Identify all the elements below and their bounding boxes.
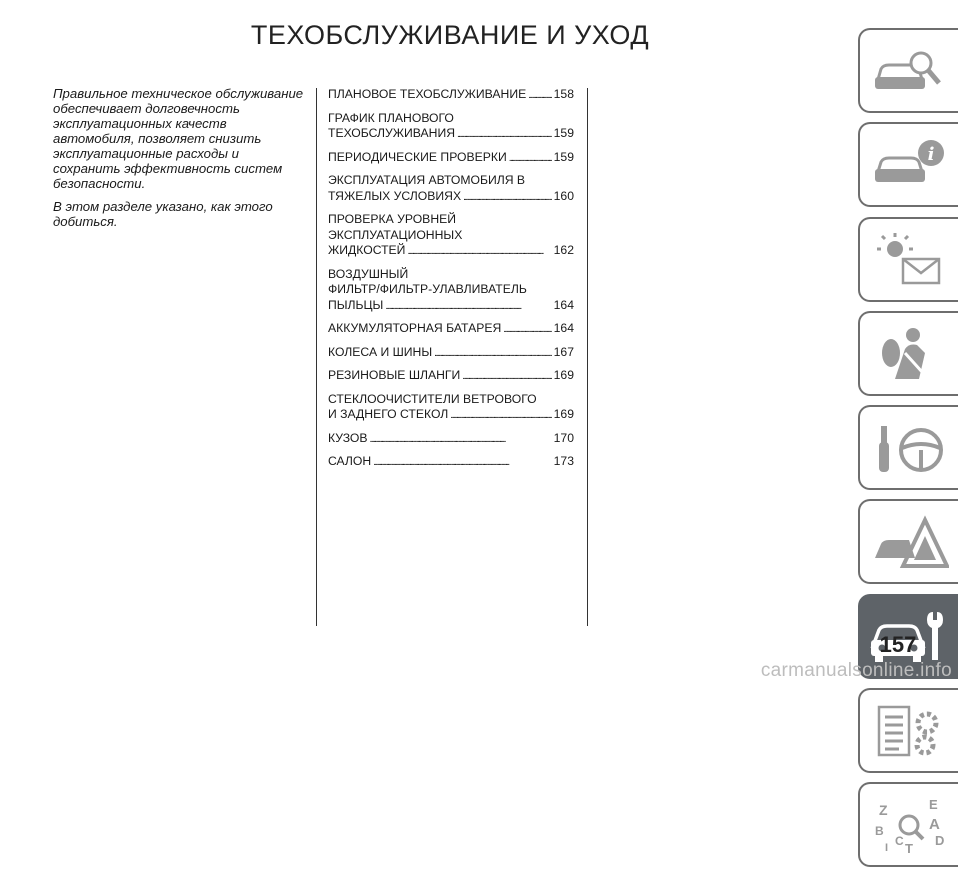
toc-page-number: 159 <box>553 126 574 140</box>
alphabet-index-icon <box>869 795 949 855</box>
car-info-icon <box>869 135 949 195</box>
toc-leader-dots <box>434 345 552 362</box>
toc-page-number: 160 <box>553 188 574 203</box>
toc-entry[interactable] <box>328 321 574 338</box>
toc-entry[interactable] <box>328 368 574 385</box>
toc-entry[interactable] <box>328 111 574 143</box>
index-letter: I <box>885 841 889 854</box>
tab-starting-driving[interactable] <box>858 405 958 490</box>
column-divider-left <box>316 88 317 626</box>
toc-entry-title: ПЕРИОДИЧЕСКИЕ ПРОВЕРКИ <box>328 149 507 164</box>
toc-entry-title: АККУМУЛЯТОРНАЯ БАТАРЕЯ <box>328 321 502 335</box>
toc-entry-line <box>328 368 574 385</box>
toc-entry-title: СТЕКЛООЧИСТИТЕЛИ ВЕТРОВОГО <box>328 391 537 406</box>
intro-paragraph: В этом разделе указано, как этого добиться. <box>53 199 273 229</box>
toc-leader-dots <box>370 431 552 448</box>
index-letter: B <box>875 823 884 838</box>
toc-entry-line <box>328 407 574 424</box>
index-letter: A <box>929 815 940 833</box>
toc-leader-dots <box>450 407 551 424</box>
toc-entry-title: ПЫЛЬЦЫ <box>328 297 384 312</box>
toc-entry-line <box>328 87 574 104</box>
toc-page-number: 159 <box>553 149 574 164</box>
toc-entry-line <box>328 321 574 338</box>
toc-entry-title: ЭКСПЛУАТАЦИЯ АВТОМОБИЛЯ В <box>328 173 526 187</box>
toc-leader-dots <box>462 368 551 385</box>
toc-page-number: 162 <box>553 243 574 257</box>
tab-technical-data[interactable] <box>858 688 958 773</box>
toc-entry-title: ЖИДКОСТЕЙ <box>328 243 406 257</box>
specs-gear-icon <box>869 701 949 761</box>
toc-leader-dots <box>385 298 551 315</box>
toc-entry-title: ГРАФИК ПЛАНОВОГО <box>328 110 454 125</box>
toc-entry-title: КОЛЕСА И ШИНЫ <box>328 344 433 359</box>
section-tabs <box>858 28 960 877</box>
toc-entry[interactable] <box>328 87 574 104</box>
toc-page-number: 169 <box>553 368 574 382</box>
toc-entry-line <box>328 345 574 362</box>
toc-entry-title: КУЗОВ <box>328 430 368 445</box>
tab-safety[interactable] <box>858 311 958 396</box>
toc-entry-title: ТЯЖЕЛЫХ УСЛОВИЯХ <box>328 188 462 203</box>
toc-page-number: 169 <box>553 407 574 421</box>
tab-dashboard-knowledge[interactable] <box>858 28 958 113</box>
index-letter: T <box>905 840 913 855</box>
index-letter: D <box>935 832 945 848</box>
toc-page-number: 170 <box>553 430 574 445</box>
index-letter: E <box>929 796 938 812</box>
toc-page-number: 164 <box>553 297 574 312</box>
toc-entry-title: САЛОН <box>328 454 372 468</box>
airbag-passenger-icon <box>869 323 949 383</box>
warning-light-envelope-icon <box>869 229 949 289</box>
toc-leader-dots <box>528 87 551 104</box>
index-letter: C <box>895 833 904 848</box>
toc-entry-title: РЕЗИНОВЫЕ ШЛАНГИ <box>328 368 461 382</box>
toc-leader-dots <box>407 243 551 260</box>
column-divider-right <box>587 88 588 626</box>
intro-text <box>53 86 308 237</box>
toc-entry-line <box>328 431 574 448</box>
toc-leader-dots <box>503 321 551 338</box>
toc-page-number: 158 <box>553 87 574 101</box>
toc-entry-title: ПЛАНОВОЕ ТЕХОБСЛУЖИВАНИЕ <box>328 87 527 101</box>
toc-entry[interactable] <box>328 345 574 362</box>
tab-warning-lights[interactable] <box>858 217 958 302</box>
toc-entry[interactable] <box>328 454 574 471</box>
toc-entry-line <box>328 243 574 260</box>
table-of-contents <box>328 87 574 478</box>
toc-entry-title: ПРОВЕРКА УРОВНЕЙ ЭКСПЛУАТАЦИОННЫХ <box>328 212 463 242</box>
toc-entry[interactable] <box>328 150 574 167</box>
emergency-triangle-icon <box>869 512 949 572</box>
intro-paragraph: Правильное техническое обслуживание обеспечивает долговечность эксплуатационных качеств автомобиля, позволяет снизить эксплуатационные расходы и сохранить эффективность систем безопасности. <box>53 86 304 191</box>
toc-page-number: 167 <box>553 344 574 359</box>
toc-leader-dots <box>463 189 552 206</box>
toc-entry[interactable] <box>328 392 574 424</box>
toc-entry-title: ТЕХОБСЛУЖИВАНИЯ <box>328 126 456 140</box>
toc-entry[interactable] <box>328 173 574 205</box>
toc-entry-line <box>328 454 574 471</box>
toc-entry-line <box>328 150 574 167</box>
steering-wheel-key-icon <box>869 418 949 478</box>
toc-entry-title: ВОЗДУШНЫЙ ФИЛЬТР/ФИЛЬТР-УЛАВЛИВАТЕЛЬ <box>328 266 527 296</box>
toc-leader-dots <box>509 150 552 167</box>
page-number: 157 <box>879 632 917 657</box>
toc-page-number: 164 <box>553 321 574 335</box>
toc-leader-dots <box>457 126 552 143</box>
tab-car-info[interactable] <box>858 122 958 207</box>
tab-index[interactable] <box>858 782 958 867</box>
toc-entry-line <box>328 298 574 315</box>
page-title: ТЕХОБСЛУЖИВАНИЕ И УХОД <box>250 20 650 50</box>
toc-entry-title: И ЗАДНЕГО СТЕКОЛ <box>328 407 449 421</box>
toc-entry[interactable] <box>328 267 574 315</box>
watermark: carmanualsonline.info <box>760 660 952 681</box>
toc-entry-line <box>328 126 574 143</box>
toc-entry-line <box>328 189 574 206</box>
car-search-icon <box>869 41 949 101</box>
toc-entry[interactable] <box>328 212 574 260</box>
svg-text:i: i <box>927 143 935 165</box>
toc-leader-dots <box>373 454 551 471</box>
toc-page-number: 173 <box>553 454 574 468</box>
toc-entry[interactable] <box>328 431 574 448</box>
index-letter: Z <box>879 801 888 818</box>
tab-emergency[interactable] <box>858 499 958 584</box>
